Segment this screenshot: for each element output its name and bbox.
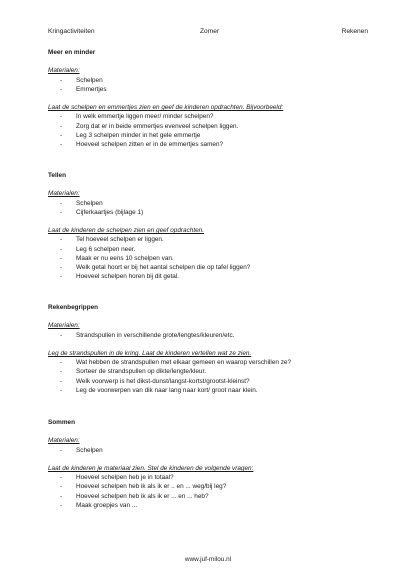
materials-item: - Schelpen xyxy=(60,446,103,454)
section-title: Rekenbegrippen xyxy=(48,304,99,311)
task-item: - Tel hoeveel schelpen er liggen. xyxy=(60,236,164,244)
task-list xyxy=(48,112,368,149)
section-rekenbegrippen xyxy=(48,303,368,395)
task-item: - Sorteer de strandspullen op dikte/lengte/kleur. xyxy=(60,368,207,376)
page-header xyxy=(48,28,368,40)
materials-item: - Emmertjes xyxy=(60,85,107,93)
instruction: Laat de kinderen je materiaal zien. Stel de kinderen de volgende vragen: xyxy=(48,464,254,472)
footer-website: www.juf-milou.nl xyxy=(184,556,232,563)
materials-label: Materialen: xyxy=(48,190,80,198)
task-item: - Leg 3 schelpen minder in het gele emmertje xyxy=(60,131,201,139)
section-title: Sommen xyxy=(48,419,75,426)
task-list xyxy=(48,473,368,510)
task-item: - Leg 6 schelpen neer. xyxy=(60,245,136,253)
task-list xyxy=(48,235,368,281)
task-item: - Maak groepjes van ... xyxy=(60,501,138,509)
materials-list xyxy=(48,331,368,340)
header-subject: Kringactiviteiten xyxy=(48,28,95,35)
section-title: Meer en minder xyxy=(48,49,96,56)
task-item: - Leg de voorwerpen van dik naar lang naar kort/ groot naar klein. xyxy=(60,386,258,394)
task-item: - Hoeveel schelpen heb je in totaal? xyxy=(60,474,174,482)
task-item: - Welk voorwerp is het dikst-dunst/langst-kortst/grootst-kleinst? xyxy=(60,377,250,385)
task-item: - Welk getal hoort er bij het aantal schelpen die op tafel liggen? xyxy=(60,264,251,271)
instruction: Leg de strandspullen in de kring. Laat de kinderen vertellen wat ze zien. xyxy=(48,349,252,357)
materials-label: Materialen: xyxy=(48,67,80,75)
task-item: - Maak er nu eens 10 schelpen van. xyxy=(60,254,174,262)
materials-label: Materialen: xyxy=(48,437,80,445)
task-item: - Wat hebben de strandspullen met elkaar gemeen en waarop verschillen ze? xyxy=(60,359,292,367)
materials-list xyxy=(48,446,368,455)
task-item: - Zorg dat er in beide emmertjes evenveel schelpen liggen. xyxy=(60,122,239,130)
section-meer-en-minder xyxy=(48,48,368,149)
materials-label: Materialen: xyxy=(48,322,80,330)
instruction: Laat de schelpen en emmertjes zien en geef de kinderen opdrachten. Bijvoorbeeld: xyxy=(48,104,284,112)
task-item: - Hoeveel schelpen heb ik als ik er ... en ... heb? xyxy=(60,492,209,500)
task-item: - Hoeveel schelpen zitten er in de emmertjes samen? xyxy=(60,141,224,148)
header-category: Rekenen xyxy=(341,28,368,35)
task-item: - In welk emmertje liggen meer/ minder schelpen? xyxy=(60,113,214,121)
task-list xyxy=(48,358,368,395)
materials-item: - Schelpen xyxy=(60,76,103,84)
header-theme: Zomer xyxy=(200,28,220,35)
materials-item: - Strandspullen in verschillende grote/lengtes/kleuren/etc. xyxy=(60,331,235,339)
task-item: - Hoeveel schelpen horen bij dit getal. xyxy=(60,273,180,281)
section-title: Tellen xyxy=(48,172,66,179)
materials-list xyxy=(48,76,368,94)
section-tellen xyxy=(48,171,368,281)
materials-item: - Cijferkaartjes (bijlage 1) xyxy=(60,208,144,216)
section-sommen xyxy=(48,418,368,510)
task-item: - Hoeveel schelpen heb ik als ik er .. en ... weg/bij leg? xyxy=(60,483,227,491)
materials-list xyxy=(48,199,368,217)
materials-item: - Schelpen xyxy=(60,199,103,207)
instruction: Laat de kinderen de schelpen zien en geef opdrachten. xyxy=(48,227,204,235)
